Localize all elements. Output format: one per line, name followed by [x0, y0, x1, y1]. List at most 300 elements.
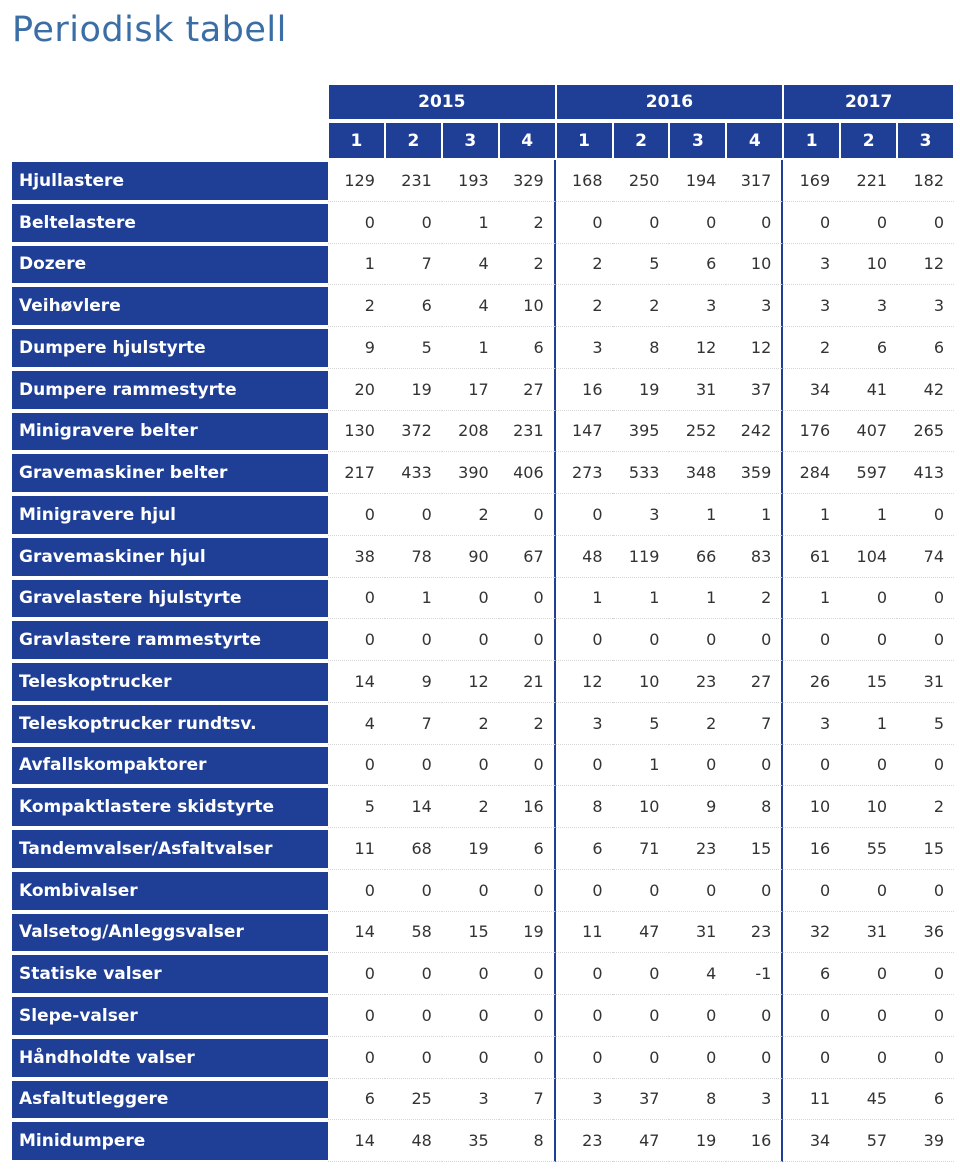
year-header: 2017 — [784, 85, 953, 119]
table-cell: 0 — [669, 202, 726, 244]
table-cell: 0 — [442, 870, 499, 912]
table-cell: 0 — [783, 745, 840, 787]
table-cell: 25 — [385, 1079, 442, 1121]
table-cell: 0 — [840, 953, 897, 995]
table-cell: 0 — [726, 619, 783, 661]
table-cell: 273 — [556, 452, 613, 494]
table-cell: 252 — [669, 411, 726, 453]
table-cell: 0 — [669, 745, 726, 787]
table-cell: 3 — [726, 285, 783, 327]
row-label: Dumpere rammestyrte — [12, 371, 328, 409]
table-cell: 0 — [556, 619, 613, 661]
table-cell: 2 — [442, 703, 499, 745]
table-cell: 90 — [442, 536, 499, 578]
year-header: 2015 — [329, 85, 555, 119]
table-cell: 0 — [840, 202, 897, 244]
table-cell: 10 — [783, 786, 840, 828]
quarter-header: 3 — [443, 123, 498, 158]
table-cell: 1 — [783, 578, 840, 620]
table-cell: 0 — [499, 870, 556, 912]
table-cell: 0 — [328, 494, 385, 536]
table-cell: 34 — [783, 1120, 840, 1162]
table-cell: 0 — [499, 494, 556, 536]
table-cell: 3 — [556, 327, 613, 369]
table-cell: 3 — [556, 1079, 613, 1121]
table-cell: 0 — [669, 870, 726, 912]
table-cell: 14 — [385, 786, 442, 828]
row-label: Dumpere hjulstyrte — [12, 329, 328, 367]
table-cell: 3 — [556, 703, 613, 745]
table-cell: 39 — [897, 1120, 954, 1162]
table-cell: 74 — [897, 536, 954, 578]
table-cell: 129 — [328, 160, 385, 202]
table-cell: 12 — [442, 661, 499, 703]
table-cell: 12 — [556, 661, 613, 703]
table-cell: 0 — [328, 745, 385, 787]
table-cell: 14 — [328, 912, 385, 954]
table-cell: 0 — [328, 995, 385, 1037]
row-label: Minidumpere — [12, 1122, 328, 1160]
table-cell: 0 — [442, 619, 499, 661]
table-cell: 1 — [613, 745, 670, 787]
table-cell: 0 — [783, 870, 840, 912]
table-cell: 1 — [442, 202, 499, 244]
table-cell: 0 — [897, 870, 954, 912]
table-cell: 31 — [669, 369, 726, 411]
row-label: Valsetog/Anleggsvalser — [12, 914, 328, 952]
table-cell: 390 — [442, 452, 499, 494]
table-cell: 359 — [726, 452, 783, 494]
table-cell: 0 — [556, 202, 613, 244]
table-cell: 0 — [897, 202, 954, 244]
table-cell: 47 — [613, 912, 670, 954]
table-cell: 0 — [328, 1037, 385, 1079]
table-cell: 7 — [499, 1079, 556, 1121]
table-cell: 413 — [897, 452, 954, 494]
table-cell: 23 — [556, 1120, 613, 1162]
periodic-table — [12, 83, 954, 1162]
row-label: Tandemvalser/Asfaltvalser — [12, 830, 328, 868]
table-cell: 3 — [669, 285, 726, 327]
table-cell: 0 — [442, 1037, 499, 1079]
table-cell: 0 — [499, 578, 556, 620]
table-cell: 1 — [669, 578, 726, 620]
table-cell: 231 — [385, 160, 442, 202]
row-label: Slepe-valser — [12, 997, 328, 1035]
table-cell: 231 — [499, 411, 556, 453]
row-label: Håndholdte valser — [12, 1039, 328, 1077]
table-cell: 2 — [499, 703, 556, 745]
table-cell: 329 — [499, 160, 556, 202]
table-cell: 1 — [385, 578, 442, 620]
row-label: Asfaltutleggere — [12, 1081, 328, 1119]
table-cell: 2 — [499, 202, 556, 244]
quarter-header: 3 — [898, 123, 953, 158]
row-label: Avfallskompaktorer — [12, 747, 328, 785]
quarter-header: 1 — [329, 123, 384, 158]
table-cell: 55 — [840, 828, 897, 870]
table-cell: 10 — [726, 244, 783, 286]
quarter-header: 2 — [614, 123, 669, 158]
table-cell: 3 — [783, 703, 840, 745]
table-cell: 6 — [385, 285, 442, 327]
table-cell: 1 — [840, 703, 897, 745]
table-cell: 533 — [613, 452, 670, 494]
table-cell: 284 — [783, 452, 840, 494]
table-cell: 14 — [328, 1120, 385, 1162]
table-cell: 0 — [613, 619, 670, 661]
table-cell: 0 — [442, 953, 499, 995]
table-cell: 3 — [442, 1079, 499, 1121]
table-cell: 348 — [669, 452, 726, 494]
quarter-header: 1 — [557, 123, 612, 158]
row-label: Beltelastere — [12, 204, 328, 242]
table-cell: 23 — [726, 912, 783, 954]
table-cell: 35 — [442, 1120, 499, 1162]
quarter-header: 1 — [784, 123, 839, 158]
corner-blank — [12, 83, 328, 121]
table-cell: 34 — [783, 369, 840, 411]
quarter-header: 4 — [500, 123, 555, 158]
table-cell: 15 — [897, 828, 954, 870]
table-cell: 0 — [840, 619, 897, 661]
table-cell: 32 — [783, 912, 840, 954]
table-cell: 0 — [328, 953, 385, 995]
table-cell: 78 — [385, 536, 442, 578]
table-cell: 0 — [613, 202, 670, 244]
table-cell: 597 — [840, 452, 897, 494]
table-cell: 0 — [613, 1037, 670, 1079]
table-cell: 2 — [783, 327, 840, 369]
table-cell: 37 — [613, 1079, 670, 1121]
table-cell: 130 — [328, 411, 385, 453]
table-cell: 2 — [442, 494, 499, 536]
table-cell: 0 — [897, 745, 954, 787]
table-cell: 6 — [669, 244, 726, 286]
table-cell: 0 — [328, 870, 385, 912]
table-cell: 407 — [840, 411, 897, 453]
table-cell: 47 — [613, 1120, 670, 1162]
table-cell: 208 — [442, 411, 499, 453]
table-cell: 1 — [613, 578, 670, 620]
table-cell: 0 — [556, 870, 613, 912]
table-cell: 31 — [840, 912, 897, 954]
table-cell: 10 — [499, 285, 556, 327]
table-cell: 0 — [897, 619, 954, 661]
table-cell: 3 — [783, 244, 840, 286]
table-cell: 0 — [442, 578, 499, 620]
table-cell: 3 — [613, 494, 670, 536]
row-label: Kombivalser — [12, 872, 328, 910]
table-cell: 1 — [726, 494, 783, 536]
table-cell: 3 — [897, 285, 954, 327]
table-cell: 217 — [328, 452, 385, 494]
table-cell: 14 — [328, 661, 385, 703]
table-cell: 6 — [840, 327, 897, 369]
table-cell: 11 — [328, 828, 385, 870]
table-cell: 0 — [613, 870, 670, 912]
table-cell: 0 — [840, 995, 897, 1037]
table-cell: 12 — [669, 327, 726, 369]
table-cell: 169 — [783, 160, 840, 202]
table-cell: 1 — [669, 494, 726, 536]
table-cell: 7 — [726, 703, 783, 745]
table-cell: 168 — [556, 160, 613, 202]
table-cell: 6 — [328, 1079, 385, 1121]
table-cell: 2 — [726, 578, 783, 620]
year-header: 2016 — [557, 85, 783, 119]
table-cell: -1 — [726, 953, 783, 995]
table-cell: 17 — [442, 369, 499, 411]
table-cell: 11 — [783, 1079, 840, 1121]
table-cell: 41 — [840, 369, 897, 411]
table-cell: 0 — [897, 1037, 954, 1079]
table-cell: 0 — [783, 995, 840, 1037]
table-cell: 265 — [897, 411, 954, 453]
table-cell: 61 — [783, 536, 840, 578]
table-cell: 27 — [499, 369, 556, 411]
table-cell: 4 — [442, 244, 499, 286]
table-cell: 4 — [328, 703, 385, 745]
table-cell: 0 — [328, 619, 385, 661]
table-cell: 406 — [499, 452, 556, 494]
table-cell: 0 — [328, 202, 385, 244]
table-cell: 20 — [328, 369, 385, 411]
table-cell: 0 — [840, 870, 897, 912]
quarter-header: 2 — [386, 123, 441, 158]
table-cell: 6 — [783, 953, 840, 995]
table-cell: 0 — [499, 619, 556, 661]
page-title: Periodisk tabell — [12, 10, 287, 50]
table-cell: 9 — [669, 786, 726, 828]
table-cell: 83 — [726, 536, 783, 578]
table-cell: 0 — [783, 1037, 840, 1079]
table-cell: 147 — [556, 411, 613, 453]
table-cell: 0 — [499, 745, 556, 787]
table-cell: 433 — [385, 452, 442, 494]
table-cell: 9 — [385, 661, 442, 703]
table-cell: 2 — [442, 786, 499, 828]
table-cell: 5 — [385, 327, 442, 369]
table-cell: 27 — [726, 661, 783, 703]
row-label: Dozere — [12, 246, 328, 284]
table-cell: 19 — [442, 828, 499, 870]
quarter-header: 4 — [727, 123, 782, 158]
table-cell: 4 — [669, 953, 726, 995]
table-cell: 2 — [669, 703, 726, 745]
table-cell: 0 — [669, 1037, 726, 1079]
table-cell: 0 — [669, 619, 726, 661]
table-cell: 0 — [897, 494, 954, 536]
table-cell: 6 — [499, 828, 556, 870]
table-cell: 7 — [385, 244, 442, 286]
table-cell: 10 — [613, 661, 670, 703]
table-cell: 19 — [499, 912, 556, 954]
table-cell: 15 — [442, 912, 499, 954]
table-cell: 0 — [499, 953, 556, 995]
table-cell: 5 — [897, 703, 954, 745]
table-cell: 0 — [385, 995, 442, 1037]
row-label: Kompaktlastere skidstyrte — [12, 788, 328, 826]
table-cell: 58 — [385, 912, 442, 954]
table-cell: 0 — [726, 995, 783, 1037]
table-cell: 9 — [328, 327, 385, 369]
row-label: Hjullastere — [12, 162, 328, 200]
table-cell: 45 — [840, 1079, 897, 1121]
table-cell: 6 — [897, 1079, 954, 1121]
table-cell: 0 — [783, 202, 840, 244]
table-cell: 1 — [840, 494, 897, 536]
table-cell: 31 — [669, 912, 726, 954]
table-cell: 16 — [726, 1120, 783, 1162]
row-label: Gravlastere rammestyrte — [12, 621, 328, 659]
table-cell: 119 — [613, 536, 670, 578]
table-cell: 0 — [840, 578, 897, 620]
table-cell: 0 — [556, 995, 613, 1037]
table-cell: 8 — [726, 786, 783, 828]
table-cell: 242 — [726, 411, 783, 453]
table-cell: 12 — [897, 244, 954, 286]
table-cell: 194 — [669, 160, 726, 202]
table-cell: 0 — [385, 202, 442, 244]
table-cell: 15 — [840, 661, 897, 703]
table-cell: 1 — [328, 244, 385, 286]
table-cell: 23 — [669, 661, 726, 703]
table-cell: 31 — [897, 661, 954, 703]
table-cell: 42 — [897, 369, 954, 411]
table-cell: 26 — [783, 661, 840, 703]
table-cell: 2 — [499, 244, 556, 286]
table-cell: 0 — [385, 619, 442, 661]
table-cell: 182 — [897, 160, 954, 202]
table-cell: 5 — [613, 244, 670, 286]
table-cell: 1 — [442, 327, 499, 369]
table-cell: 0 — [442, 995, 499, 1037]
table-cell: 16 — [556, 369, 613, 411]
table-cell: 6 — [897, 327, 954, 369]
table-cell: 16 — [783, 828, 840, 870]
table-cell: 0 — [897, 995, 954, 1037]
table-cell: 7 — [385, 703, 442, 745]
table-cell: 4 — [442, 285, 499, 327]
table-cell: 19 — [613, 369, 670, 411]
table-cell: 0 — [499, 995, 556, 1037]
table-cell: 0 — [385, 494, 442, 536]
table-cell: 68 — [385, 828, 442, 870]
table-cell: 6 — [499, 327, 556, 369]
table-cell: 5 — [328, 786, 385, 828]
table-cell: 0 — [556, 953, 613, 995]
row-label: Veihøvlere — [12, 287, 328, 325]
table-cell: 0 — [897, 578, 954, 620]
table-cell: 48 — [556, 536, 613, 578]
table-cell: 8 — [556, 786, 613, 828]
table-cell: 0 — [613, 995, 670, 1037]
row-label: Gravemaskiner hjul — [12, 538, 328, 576]
table-cell: 0 — [385, 745, 442, 787]
table-cell: 0 — [556, 1037, 613, 1079]
table-cell: 0 — [840, 1037, 897, 1079]
table-cell: 221 — [840, 160, 897, 202]
table-cell: 0 — [442, 745, 499, 787]
row-label: Teleskoptrucker rundtsv. — [12, 705, 328, 743]
corner-blank — [12, 121, 328, 160]
table-cell: 5 — [613, 703, 670, 745]
table-cell: 0 — [385, 953, 442, 995]
table-cell: 15 — [726, 828, 783, 870]
table-cell: 36 — [897, 912, 954, 954]
table-cell: 0 — [556, 494, 613, 536]
table-cell: 2 — [613, 285, 670, 327]
table-cell: 8 — [499, 1120, 556, 1162]
table-cell: 0 — [726, 1037, 783, 1079]
table-cell: 0 — [726, 202, 783, 244]
table-cell: 2 — [556, 244, 613, 286]
table-cell: 0 — [499, 1037, 556, 1079]
table-cell: 23 — [669, 828, 726, 870]
table-cell: 37 — [726, 369, 783, 411]
quarter-header: 2 — [841, 123, 896, 158]
table-cell: 0 — [783, 619, 840, 661]
table-cell: 1 — [783, 494, 840, 536]
quarter-header: 3 — [670, 123, 725, 158]
table-cell: 10 — [840, 244, 897, 286]
table-cell: 71 — [613, 828, 670, 870]
row-label: Minigravere hjul — [12, 496, 328, 534]
table-cell: 2 — [556, 285, 613, 327]
table-cell: 16 — [499, 786, 556, 828]
table-cell: 38 — [328, 536, 385, 578]
table-cell: 193 — [442, 160, 499, 202]
table-cell: 2 — [328, 285, 385, 327]
table-cell: 3 — [840, 285, 897, 327]
table-cell: 66 — [669, 536, 726, 578]
table-cell: 19 — [669, 1120, 726, 1162]
table-cell: 8 — [613, 327, 670, 369]
table-cell: 104 — [840, 536, 897, 578]
row-label: Teleskoptrucker — [12, 663, 328, 701]
table-cell: 12 — [726, 327, 783, 369]
table-cell: 57 — [840, 1120, 897, 1162]
table-cell: 395 — [613, 411, 670, 453]
table-cell: 21 — [499, 661, 556, 703]
table-cell: 0 — [897, 953, 954, 995]
row-label: Minigravere belter — [12, 413, 328, 451]
table-cell: 3 — [783, 285, 840, 327]
row-label: Gravemaskiner belter — [12, 454, 328, 492]
table-cell: 250 — [613, 160, 670, 202]
table-cell: 176 — [783, 411, 840, 453]
table-cell: 2 — [897, 786, 954, 828]
table-cell: 0 — [726, 870, 783, 912]
table-cell: 10 — [613, 786, 670, 828]
table-cell: 48 — [385, 1120, 442, 1162]
table-cell: 372 — [385, 411, 442, 453]
table-cell: 1 — [556, 578, 613, 620]
table-cell: 0 — [840, 745, 897, 787]
table-cell: 0 — [385, 1037, 442, 1079]
table-cell: 8 — [669, 1079, 726, 1121]
table-cell: 0 — [385, 870, 442, 912]
row-label: Statiske valser — [12, 955, 328, 993]
table-cell: 19 — [385, 369, 442, 411]
table-cell: 0 — [613, 953, 670, 995]
table-cell: 3 — [726, 1079, 783, 1121]
table-cell: 11 — [556, 912, 613, 954]
row-label: Gravelastere hjulstyrte — [12, 580, 328, 618]
table-cell: 10 — [840, 786, 897, 828]
table-cell: 0 — [556, 745, 613, 787]
